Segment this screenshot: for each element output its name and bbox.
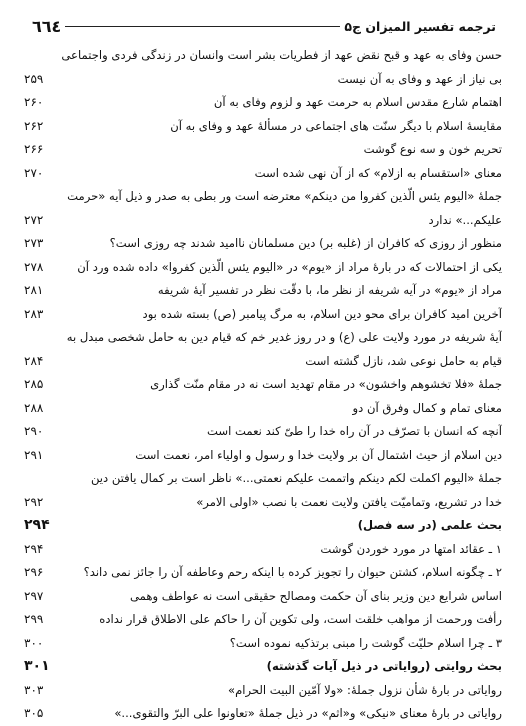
- toc-entry: [24, 138, 502, 162]
- toc-entry-page: ۲۷۸: [24, 259, 44, 274]
- toc-entry-text: معنای «استقسام به ازلام» که از آن نهی شده است: [254, 165, 502, 180]
- toc-entry: [24, 702, 502, 726]
- table-of-contents: [24, 44, 502, 726]
- toc-entry: [24, 232, 502, 256]
- toc-entry: [24, 397, 502, 421]
- toc-entry-page: ۲۸۴: [24, 353, 44, 368]
- toc-entry: [24, 679, 502, 703]
- toc-entry-text: حسن وفای به عهد و قبح نقض عهد از فطریات بشر است وانسان در زندگی فردی واجتماعی: [61, 48, 502, 62]
- toc-entry: [24, 467, 502, 491]
- toc-entry-text: جملهٔ «الیوم یئس الّذین کفروا من دینکم» معترضه است ور بطی به صدر و ذیل آیه «حرمت: [67, 189, 502, 203]
- page-number: ٦٦٤: [32, 16, 62, 36]
- toc-entry: [24, 303, 502, 327]
- toc-entry-text: بی نیاز از عهد و وفای به آن نیست: [337, 71, 502, 86]
- toc-entry: [24, 326, 502, 350]
- toc-entry: [24, 444, 502, 468]
- page-header: [24, 14, 502, 38]
- toc-entry: [24, 91, 502, 115]
- toc-entry: [24, 514, 502, 538]
- toc-entry-text: آخرین امید کافران برای محو دین اسلام، به مرگ پیامبر (ص) بسته شده بود: [142, 306, 502, 321]
- toc-entry-page: ۲۶۰: [24, 95, 44, 109]
- toc-entry-text: جملهٔ «فلا تخشوهم واخشون» در مقام تهدید است نه در مقام منّت گذاری: [150, 377, 502, 391]
- toc-entry-page: ۲۸۵: [24, 377, 44, 391]
- toc-entry-page: ۳۰۰: [24, 635, 44, 650]
- toc-entry-page: ۳۰۳: [24, 682, 44, 697]
- toc-entry-page: ۳۰۱: [24, 658, 50, 674]
- toc-entry: [24, 585, 502, 609]
- toc-entry-text: اهتمام شارع مقدس اسلام به حرمت عهد و لزوم وفای به آن: [213, 95, 502, 109]
- running-title: ترجمه تفسیر المیزان ج۵: [344, 18, 496, 34]
- toc-entry-text: بحث علمی (در سه فصل): [357, 518, 502, 532]
- toc-entry-page: ۲۹۴: [24, 541, 44, 556]
- toc-entry-page: ۲۹۱: [24, 447, 44, 462]
- toc-entry: [24, 256, 502, 280]
- toc-entry-text: جملهٔ «الیوم اکملت لکم دینکم واتممت علیکم نعمتی...» ناظر است بر کمال یافتن دین: [90, 471, 502, 485]
- toc-entry-text: ۱ ـ عقائد امتها در مورد خوردن گوشت: [320, 541, 502, 556]
- toc-entry-page: ۲۷۰: [24, 165, 44, 180]
- toc-entry-page: ۲۸۸: [24, 400, 44, 415]
- toc-entry-text: علیکم...» ندارد: [428, 212, 502, 227]
- toc-entry-page: ۲۹۴: [24, 517, 50, 533]
- toc-entry-page: ۲۸۱: [24, 283, 44, 297]
- toc-entry: [24, 608, 502, 632]
- toc-entry: [24, 350, 502, 374]
- toc-entry-page: ۲۸۳: [24, 306, 44, 321]
- toc-entry-text: آنچه که انسان با تصرّف در آن راه خدا را طیّ کند نعمت است: [207, 424, 502, 438]
- toc-entry-text: ۲ ـ چگونه اسلام، کشتن حیوان را تجویز کرده با اینکه رحم وعاطفه آن را جائز نمی داند؟: [83, 565, 502, 579]
- toc-entry-page: ۲۹۷: [24, 588, 44, 603]
- toc-entry: [24, 561, 502, 585]
- toc-entry: [24, 373, 502, 397]
- toc-entry: [24, 491, 502, 515]
- toc-entry-text: تحریم خون و سه نوع گوشت: [363, 142, 502, 156]
- toc-entry: [24, 185, 502, 209]
- toc-entry-text: بحث روایتی (روایاتی در ذیل آیات گذشته): [266, 659, 502, 673]
- toc-entry-text: منظور از روزی که کافران از (غلبه بر) دین مسلمانان ناامید شدند چه روزی است؟: [109, 236, 502, 250]
- toc-entry-page: ۲۵۹: [24, 71, 44, 86]
- toc-entry-text: رأفت ورحمت از مواهب خلقت است، ولی تکوین آن را حاکم علی الاطلاق قرار نداده: [99, 612, 502, 626]
- toc-entry-page: ۲۶۶: [24, 142, 44, 156]
- toc-entry-page: ۲۷۳: [24, 236, 44, 250]
- toc-entry-text: روایاتی در بارهٔ شأن نزول جملهٔ: «ولا آمّین البیت الحرام»: [228, 682, 502, 697]
- toc-entry-page: ۲۷۲: [24, 212, 44, 227]
- toc-entry-text: قیام به حامل نوعی شد، نازل گشته است: [305, 353, 502, 368]
- toc-entry-page: ۲۹۰: [24, 424, 44, 438]
- toc-entry: [24, 209, 502, 233]
- toc-entry-text: ۳ ـ چرا اسلام حلیّت گوشت را مبنی برتذکیه نموده است؟: [229, 635, 502, 650]
- toc-entry: [24, 420, 502, 444]
- toc-entry: [24, 538, 502, 562]
- toc-entry-text: روایاتی در بارهٔ معنای «نیکی» و«اثم» در ذیل جملهٔ «تعاونوا علی البرّ والتقوی...»: [114, 706, 502, 720]
- toc-entry: [24, 279, 502, 303]
- toc-entry: [24, 68, 502, 92]
- toc-entry-text: دین اسلام از حیث اشتمال آن بر ولایت خدا و رسول و اولیاء امر، نعمت است: [135, 447, 502, 462]
- toc-entry-text: معنای تمام و کمال وفرق آن دو: [352, 400, 502, 415]
- toc-entry-text: آیهٔ شریفه در مورد ولایت علی (ع) و در روز غدیر خم که قیام دین به حامل شخصی مبدل به: [66, 330, 502, 344]
- toc-entry: [24, 632, 502, 656]
- toc-entry-text: خدا در تشریع، وتمامیّت یافتن ولایت نعمت با نصب «اولی الامر»: [196, 494, 502, 509]
- toc-entry-page: ۲۹۶: [24, 565, 44, 579]
- toc-entry: [24, 655, 502, 679]
- toc-entry: [24, 162, 502, 186]
- toc-entry-page: ۳۰۵: [24, 706, 44, 720]
- toc-entry-page: ۲۹۹: [24, 612, 44, 626]
- header-rule: [65, 26, 340, 27]
- toc-entry: [24, 44, 502, 68]
- toc-entry-text: یکی از احتمالات که در بارهٔ مراد از «یوم» در «الیوم یئس الّذین کفروا» داده شده ورد آن: [77, 259, 502, 274]
- toc-entry-text: مقایسهٔ اسلام با دیگر سنّت های اجتماعی در مسألهٔ عهد و وفای به آن: [170, 118, 502, 133]
- toc-entry-page: ۲۶۲: [24, 118, 44, 133]
- toc-entry: [24, 115, 502, 139]
- toc-entry-text: اساس شرایع دین وزیر بنای آن حکمت ومصالح حقیقی است نه عواطف وهمی: [129, 588, 502, 603]
- toc-entry-page: ۲۹۲: [24, 494, 44, 509]
- toc-entry-text: مراد از «یوم» در آیه شریفه از نظر ما، با دقّت نظر در تفسیر آیهٔ شریفه: [157, 283, 502, 297]
